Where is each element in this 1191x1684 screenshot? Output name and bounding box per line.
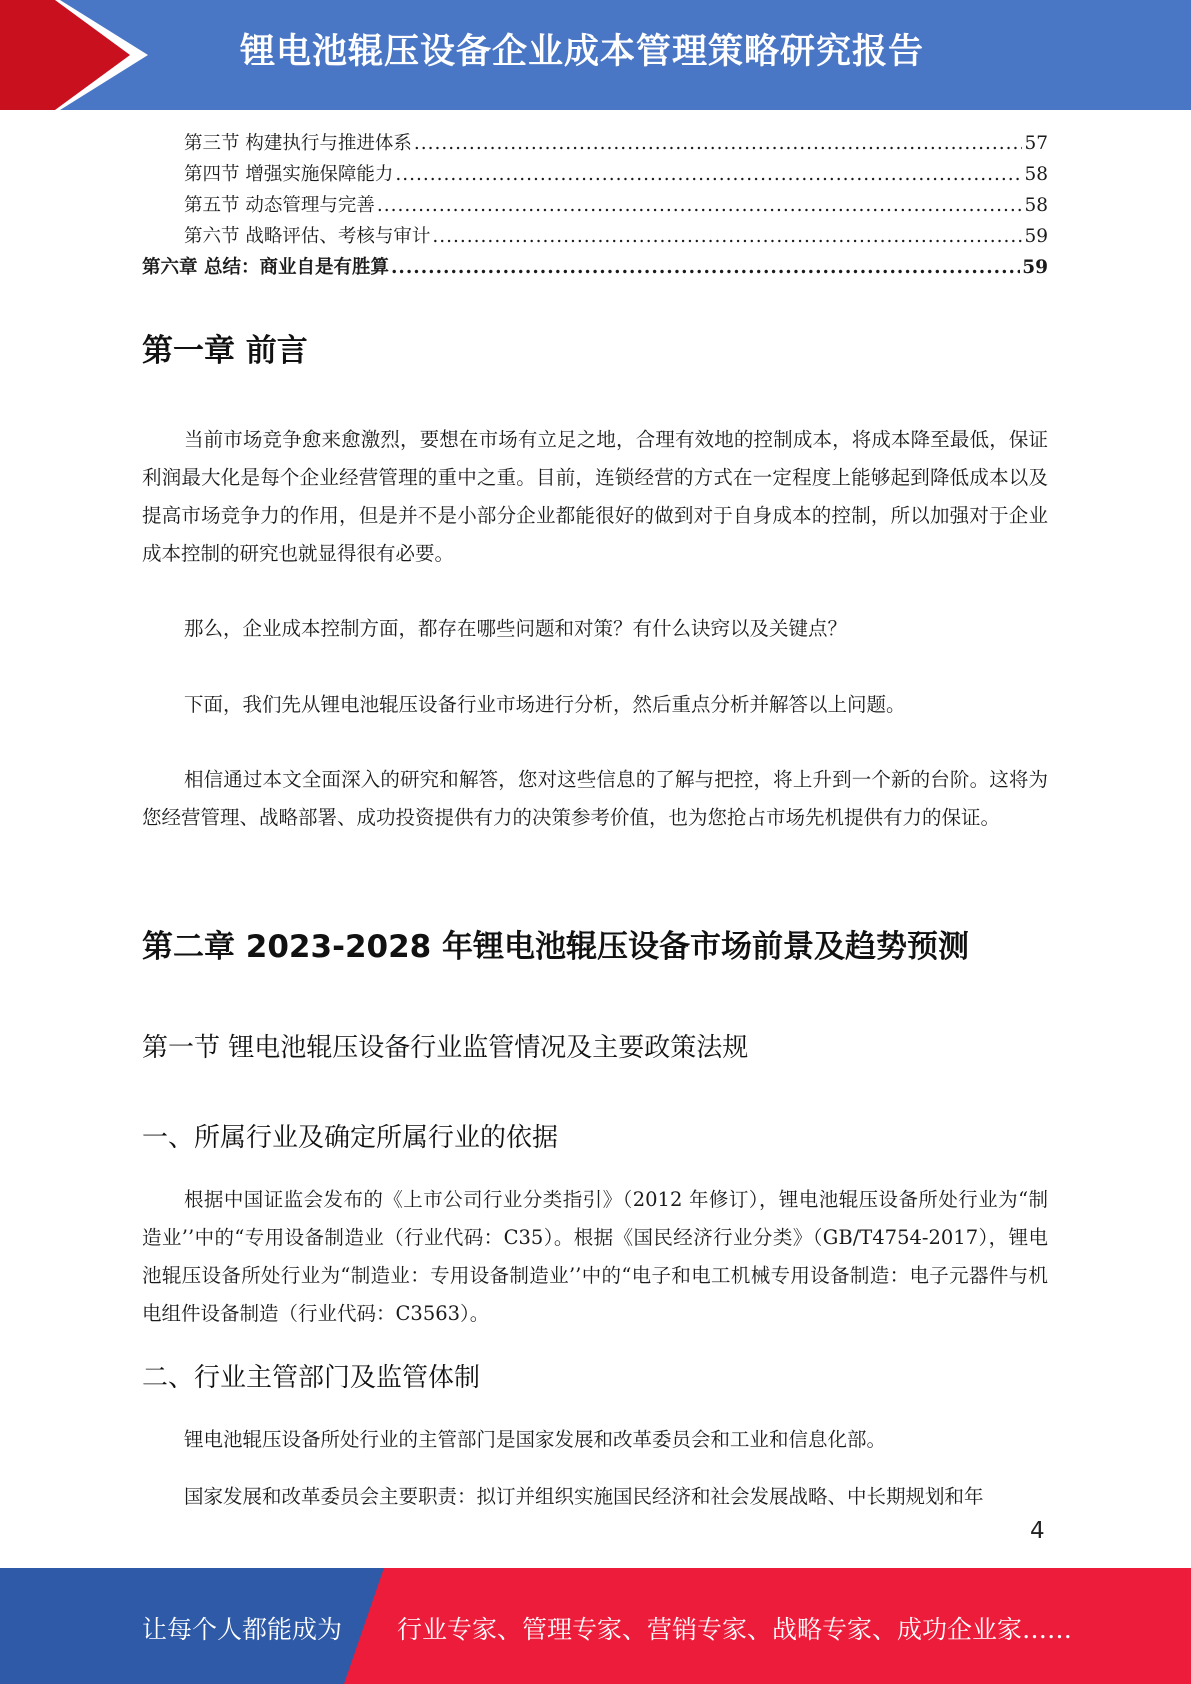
body-paragraph: 那么，企业成本控制方面，都存在哪些问题和对策？有什么诀窍以及关键点？ xyxy=(184,617,848,640)
chapter-2-heading: 第二章 2023-2028 年锂电池辊压设备市场前景及趋势预测 xyxy=(142,929,970,965)
body-paragraph: 相信通过本文全面深入的研究和解答，您对这些信息的了解与把控，将上升到一个新的台阶。这将为您经营管理、战略部署、成功投资提供有力的决策参考价值，也为您抢占市场先机提供有力的保证。 xyxy=(142,768,1048,829)
toc-entry-title: 第六章 总结：商业自是有胜算 xyxy=(142,257,389,278)
toc-entry-title: 第四节 增强实施保障能力 xyxy=(184,164,394,185)
toc-entry[interactable] xyxy=(142,159,1048,190)
body-paragraph: 锂电池辊压设备所处行业的主管部门是国家发展和改革委员会和工业和信息化部。 xyxy=(184,1428,887,1451)
chapter-1-heading: 第一章 前言 xyxy=(142,333,308,369)
body-paragraph: 当前市场竞争愈来愈激烈，要想在市场有立足之地，合理有效地的控制成本，将成本降至最低，保证利润最大化是每个企业经营管理的重中之重。目前，连锁经营的方式在一定程度上能够起到降低成本以及提高市场竞争力的作用，但是并不是小部分企业都能很好的做到对于自身成本的控制，所以加强对于企业成本控制的研究也就显得很有必要。 xyxy=(142,428,1048,565)
page-footer xyxy=(0,1568,1191,1684)
toc-leader-dots xyxy=(395,159,1022,190)
toc-leader-dots xyxy=(391,252,1020,283)
toc-leader-dots xyxy=(414,128,1023,159)
toc-chapter-entry[interactable] xyxy=(142,252,1048,283)
body-paragraph: 下面，我们先从锂电池辊压设备行业市场进行分析，然后重点分析并解答以上问题。 xyxy=(184,693,906,716)
subsection-heading: 一、所属行业及确定所属行业的依据 xyxy=(142,1123,559,1153)
body-paragraph: 根据中国证监会发布的《上市公司行业分类指引》（2012 年修订），锂电池辊压设备所处行业为“制造业’’中的“专用设备制造业（行业代码：C35）。根据《国民经济行业分类》（GB/T4754-2017），锂电池辊压设备所处行业为“制造业：专用设备制造业’’中的“电子和电工机械专用设备制造：电子元器件与机电组件设备制造（行业代码：C3563）。 xyxy=(142,1188,1048,1325)
footer-slogan-right: 行业专家、管理专家、营销专家、战略专家、成功企业家…… xyxy=(397,1615,1073,1644)
toc-entry[interactable] xyxy=(142,221,1048,252)
section-heading: 第一节 锂电池辊压设备行业监管情况及主要政策法规 xyxy=(142,1033,749,1063)
subsection-heading: 二、行业主管部门及监管体制 xyxy=(142,1363,481,1393)
header-arrow-decoration xyxy=(0,0,160,110)
toc-entry-page: 57 xyxy=(1024,133,1048,154)
footer-slogan-left: 让每个人都能成为 xyxy=(142,1615,343,1644)
toc-entry-title: 第五节 动态管理与完善 xyxy=(184,195,375,216)
body-paragraph: 国家发展和改革委员会主要职责：拟订并组织实施国民经济和社会发展战略、中长期规划和年 xyxy=(184,1485,984,1508)
toc-entry-page: 59 xyxy=(1024,226,1048,247)
page-number: 4 xyxy=(1030,1518,1045,1544)
toc-entry-title: 第三节 构建执行与推进体系 xyxy=(184,133,412,154)
table-of-contents xyxy=(142,128,1048,283)
toc-leader-dots xyxy=(432,221,1022,252)
toc-entry[interactable] xyxy=(142,128,1048,159)
toc-leader-dots xyxy=(377,190,1023,221)
toc-entry-page: 58 xyxy=(1024,164,1048,185)
toc-entry-page: 58 xyxy=(1024,195,1048,216)
toc-entry[interactable] xyxy=(142,190,1048,221)
toc-entry-title: 第六节 战略评估、考核与审计 xyxy=(184,226,431,247)
report-title: 锂电池辊压设备企业成本管理策略研究报告 xyxy=(240,32,925,72)
toc-entry-page: 59 xyxy=(1022,257,1048,278)
page-header xyxy=(0,0,1191,110)
